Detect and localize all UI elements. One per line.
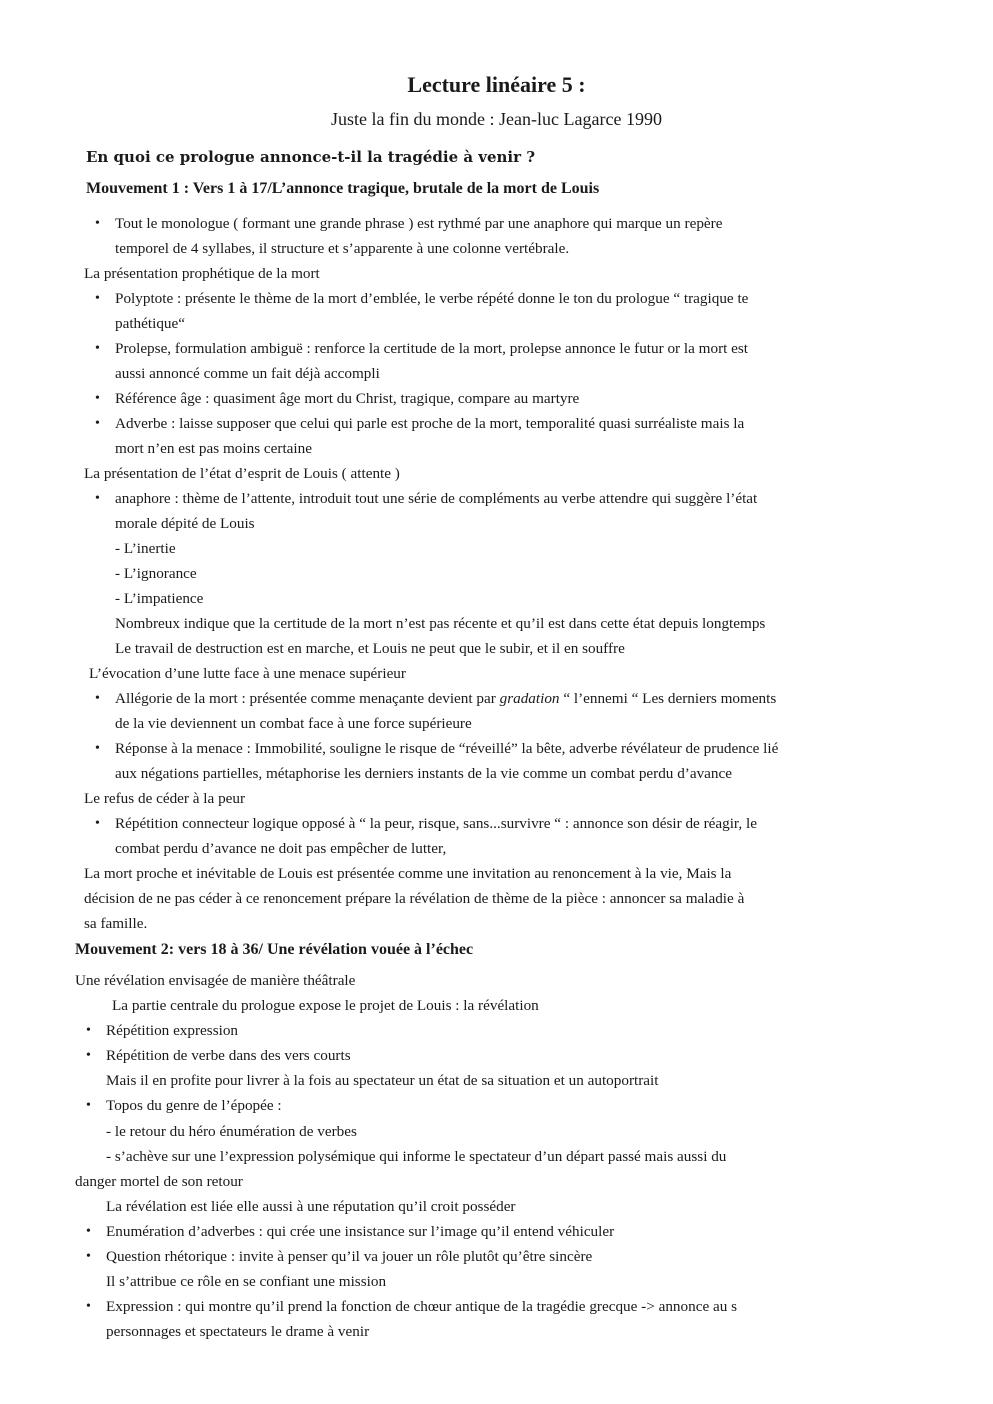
conclusion-text: décision de ne pas céder à ce renoncement prépare la révélation de thème de la pièce : annoncer sa maladie à xyxy=(84,890,745,907)
note-text: Le travail de destruction est en marche, et Louis ne peut que le subir, et il en souffre xyxy=(115,640,625,657)
list-item-cont: combat perdu d’avance ne doit pas empêcher de lutter, xyxy=(115,840,447,857)
list-item: • Prolepse, formulation ambiguë : renforce la certitude de la mort, prolepse annonce le futur or la mort est xyxy=(115,338,748,360)
list-item: • Référence âge : quasiment âge mort du Christ, tragique, compare au martyre xyxy=(115,388,579,410)
list-item-cont: aussi annoncé comme un fait déjà accompli xyxy=(115,365,380,382)
list-item: • Tout le monologue ( formant une grande phrase ) est rythmé par une anaphore qui marque un repère xyxy=(115,213,722,235)
list-item-cont: morale dépité de Louis xyxy=(115,515,255,532)
section-title: La présentation prophétique de la mort xyxy=(84,265,320,282)
mouvement1-heading: Mouvement 1 : Vers 1 à 17/L’annonce tragique, brutale de la mort de Louis xyxy=(86,180,600,197)
list-item: • Enumération d’adverbes : qui crée une insistance sur l’image qu’il entend véhiculer xyxy=(106,1221,614,1243)
note-text: La révélation est liée elle aussi à une réputation qu’il croit posséder xyxy=(106,1198,516,1215)
list-item: • Répétition expression xyxy=(106,1020,238,1042)
list-item: • Répétition de verbe dans des vers courts xyxy=(106,1045,351,1067)
problematique: En quoi ce prologue annonce-t-il la tragédie à venir ? xyxy=(86,148,536,166)
list-item: • Expression : qui montre qu’il prend la fonction de chœur antique de la tragédie grecque -> annonce au s xyxy=(106,1296,737,1318)
mouvement2-heading: Mouvement 2: vers 18 à 36/ Une révélation vouée à l’échec xyxy=(75,941,474,958)
conclusion-text: La mort proche et inévitable de Louis est présentée comme une invitation au renoncement à la vie, Mais la xyxy=(84,865,732,882)
sub-list-item: - L’ignorance xyxy=(115,565,197,582)
emphasis-text: gradation xyxy=(499,690,560,707)
sub-list-item: - le retour du héro énumération de verbes xyxy=(106,1123,357,1140)
page-title: Lecture linéaire 5 : xyxy=(407,72,586,97)
sub-list-item-cont: danger mortel de son retour xyxy=(75,1173,243,1190)
list-item-text: “ l’ennemi “ Les derniers moments xyxy=(559,690,777,707)
list-item: • anaphore : thème de l’attente, introduit tout une série de compléments au verbe attendre qui suggère l’état xyxy=(115,488,757,510)
list-item xyxy=(115,688,776,710)
intro-text: La partie centrale du prologue expose le projet de Louis : la révélation xyxy=(112,997,539,1014)
list-item-cont: aux négations partielles, métaphorise les derniers instants de la vie comme un combat perdu d’avance xyxy=(115,765,732,782)
note-text: Mais il en profite pour livrer à la fois au spectateur un état de sa situation et un autoportrait xyxy=(106,1072,659,1089)
list-item: • Répétition connecteur logique opposé à “ la peur, risque, sans...survivre “ : annonce son désir de réagir, le xyxy=(115,813,757,835)
page-subtitle: Juste la fin du monde : Jean-luc Lagarce 1990 xyxy=(331,109,662,129)
list-item-cont: de la vie deviennent un combat face à une force supérieure xyxy=(115,715,472,732)
conclusion-text: sa famille. xyxy=(84,915,148,932)
list-item-cont: mort n’en est pas moins certaine xyxy=(115,440,312,457)
section-title: Une révélation envisagée de manière théâtrale xyxy=(75,972,356,989)
list-item: • Topos du genre de l’épopée : xyxy=(106,1095,282,1117)
list-item-cont: temporel de 4 syllabes, il structure et s’apparente à une colonne vertébrale. xyxy=(115,240,570,257)
sub-list-item: - L’impatience xyxy=(115,590,204,607)
list-item: • Question rhétorique : invite à penser qu’il va jouer un rôle plutôt qu’être sincère xyxy=(106,1246,592,1268)
list-item: • Polyptote : présente le thème de la mort d’emblée, le verbe répété donne le ton du prologue “ tragique te xyxy=(115,288,748,310)
section-title: Le refus de céder à la peur xyxy=(84,790,246,807)
sub-list-item: - L’inertie xyxy=(115,540,176,557)
sub-list-item: - s’achève sur une l’expression polysémique qui informe le spectateur d’un départ passé mais aussi du xyxy=(106,1148,727,1165)
list-item-cont: personnages et spectateurs le drame à venir xyxy=(106,1323,370,1340)
note-text: Il s’attribue ce rôle en se confiant une mission xyxy=(106,1273,387,1290)
list-item-text: Allégorie de la mort : présentée comme menaçante devient par xyxy=(115,690,500,707)
list-item-cont: pathétique“ xyxy=(115,315,185,332)
list-item: • Réponse à la menace : Immobilité, souligne le risque de “réveillé” la bête, adverbe révélateur de prudence lié xyxy=(115,738,778,760)
section-title: L’évocation d’une lutte face à une menace supérieur xyxy=(89,665,406,682)
note-text: Nombreux indique que la certitude de la mort n’est pas récente et qu’il est dans cette état depuis longtemps xyxy=(115,615,766,632)
list-item: • Adverbe : laisse supposer que celui qui parle est proche de la mort, temporalité quasi surréaliste mais la xyxy=(115,413,744,435)
section-title: La présentation de l’état d’esprit de Louis ( attente ) xyxy=(84,465,400,482)
